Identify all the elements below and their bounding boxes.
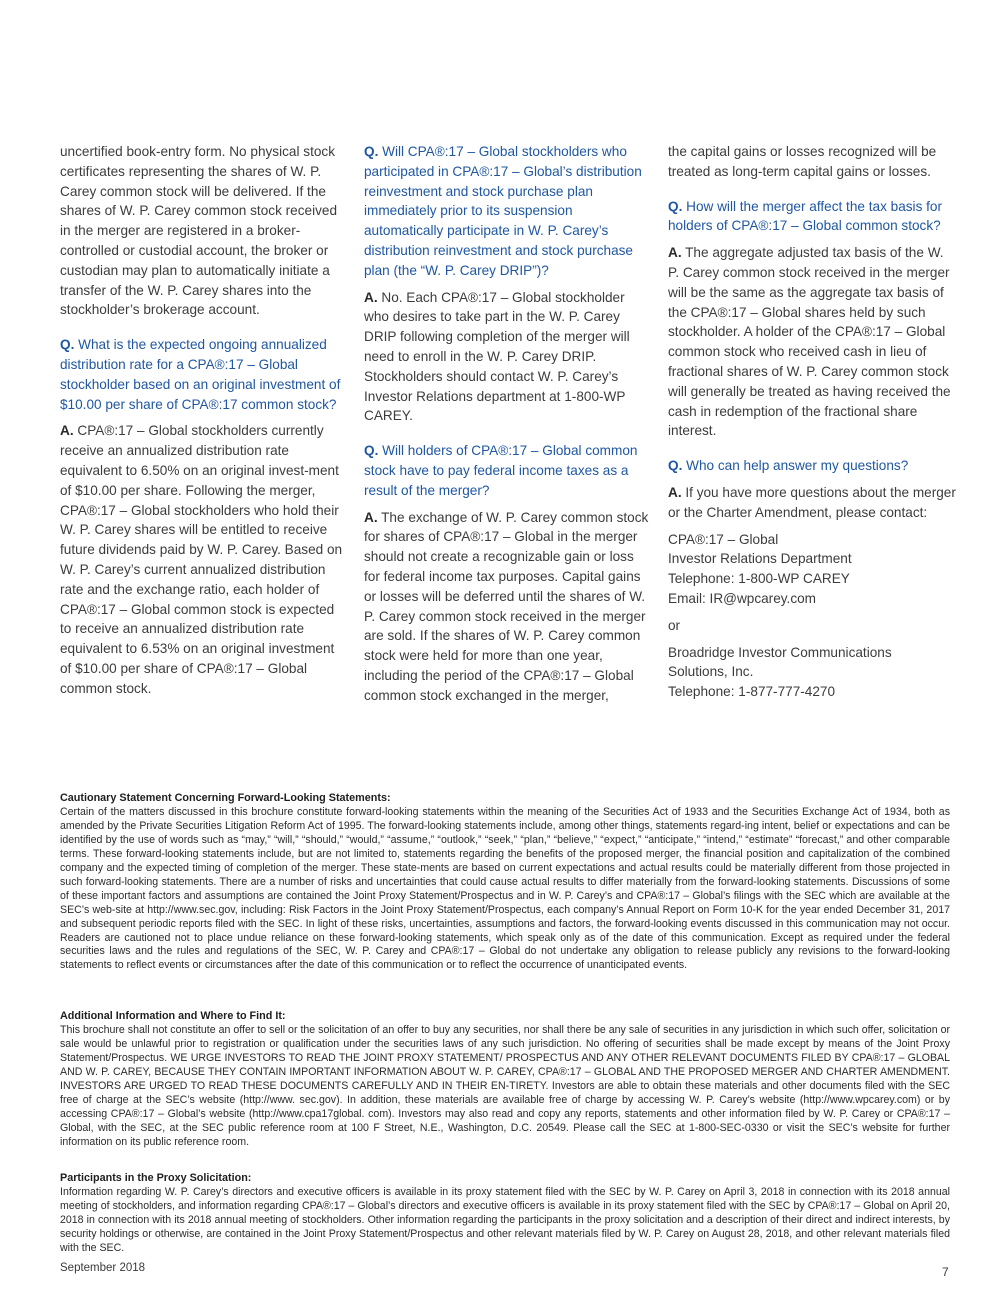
additional-information	[60, 1010, 950, 1150]
question-text: What is the expected ongoing annualized distribution rate for a CPA®:17 – Global stockholder based on an original investment of $10.00 per share of CPA®:17 common stock?	[60, 337, 341, 412]
answer-text: No. Each CPA®:17 – Global stockholder who desires to take part in the W. P. Carey DRIP following completion of the merger will need to enroll in the W. P. Carey DRIP. Stockholders should contact W. P. Carey’s Investor Relations department at 1-800-WP CAREY.	[364, 289, 630, 424]
question-label: Q.	[364, 443, 379, 459]
answer-text: If you have more questions about the merger or the Charter Amendment, please contact:	[668, 484, 956, 520]
answer-label: A.	[364, 509, 378, 525]
section-heading: Cautionary Statement Concerning Forward-Looking Statements:	[60, 792, 391, 804]
answer	[364, 508, 652, 706]
contact-name-continued: Solutions, Inc.	[668, 664, 754, 680]
answer-label: A.	[364, 289, 378, 305]
answer-label: A.	[668, 484, 682, 500]
answer-text: The exchange of W. P. Carey common stock for shares of CPA®:17 – Global in the merger should not create a recognizable gain or loss for federal income tax purposes. Capital gains or losses will be deferred until the shares of W. P. Carey common stock received in the merger are sold. If the shares of W. P. Carey common stock were held for more than one year, including the period of the CPA®:17 – Global common stock exchanged in the merger,	[364, 509, 649, 703]
question-text: How will the merger affect the tax basis for holders of CPA®:17 – Global common stock?	[668, 198, 943, 234]
question-label: Q.	[60, 337, 75, 353]
question-label: Q.	[668, 458, 683, 474]
contact-phone: Telephone: 1-800-WP CAREY	[668, 571, 850, 587]
question	[60, 335, 348, 414]
contact-block-broadridge	[668, 643, 956, 702]
question	[668, 197, 956, 237]
page-number: 7	[942, 1265, 949, 1279]
participants-statement	[60, 1172, 950, 1256]
answer	[668, 243, 956, 441]
contact-name: CPA®:17 – Global	[668, 531, 779, 547]
contact-email[interactable]: Email: IR@wpcarey.com	[668, 590, 817, 606]
question-label: Q.	[364, 144, 379, 159]
answer	[668, 483, 956, 523]
paragraph: uncertified book-entry form. No physical stock certificates representing the shares of W. P. Carey common stock will be delivered. If the shares of W. P. Carey common stock received in the merger are registered in a broker-controlled or custodial account, the broker or custodian may plan to automatically initiate a transfer of the W. P. Carey shares into the stockholder’s brokerage account.	[60, 144, 338, 318]
section-heading: Participants in the Proxy Solicitation:	[60, 1172, 252, 1184]
cautionary-statement	[60, 792, 950, 973]
faq-column-3	[668, 142, 956, 702]
answer	[60, 421, 348, 698]
question	[364, 142, 652, 281]
question	[668, 456, 956, 476]
question-text: Who can help answer my questions?	[686, 458, 909, 474]
section-text: This brochure shall not constitute an offer to sell or the solicitation of an offer to buy any securities, nor shall there be any sale of securities in any jurisdiction in which such offer, solicitation or sale would be unlawful prior to registration or qualification under the securities laws of any such jurisdiction. No offering of securities shall be made except by means of the Joint Proxy Statement/Prospectus. WE URGE INVESTORS TO READ THE JOINT PROXY STATEMENT/ PROSPECTUS AND ANY OTHER RELEVANT DOCUMENTS FILED BY CPA®:17 – GLOBAL AND W. P. CAREY, BECAUSE THEY CONTAIN IMPORTANT INFORMATION ABOUT W. P. CAREY, CPA®:17 – GLOBAL AND THE PROPOSED MERGER AND CHARTER AMENDMENT. INVESTORS ARE URGED TO READ THESE DOCUMENTS CAREFULLY AND IN THEIR EN-TIRETY. Investors are able to obtain these materials and other documents filed with the SEC free of charge at the SEC’s website (http://www. sec.gov). In addition, these materials are available free of charge by accessing W. P. Carey’s website (http://www.wpcarey.com) or by accessing CPA®:17 – Global’s website (http://www.cpa17global. com). Investors may also read and copy any reports, statements and other information filed by W. P. Carey or CPA®:17 – Global, with the SEC, at the SEC public reference room at 100 F Street, N.E., Washington, D.C. 20549. Please call the SEC at 1-800-SEC-0330 or visit the SEC’s website for further information on its public reference room.	[60, 1023, 950, 1148]
section-heading: Additional Information and Where to Find It:	[60, 1010, 286, 1022]
question	[364, 441, 652, 500]
answer	[364, 288, 652, 427]
section-text: Certain of the matters discussed in this brochure constitute forward-looking statements within the meaning of the Securities Act of 1933 and the Securities Exchange Act of 1934, both as amended by the Private Securities Litigation Reform Act of 1995. The forward-looking statements include, among other things, statements regard-ing intent, belief or expectations and can be identified by the use of words such as “may,” “will,” “should,” “would,” “assume,” “outlook,” “seek,” “plan,” “believe,” “expect,” “anticipate,” “intend,” “estimate” “forecast,” and other comparable terms. These forward-looking statements include, but are not limited to, statements regarding the benefits of the proposed merger, the financial position and capitalization of the combined company and the expected timing of completion of the merger. These state-ments are based on current expectations and actual results could be materially different from those projected in such forward-looking statements. There are a number of risks and uncertainties that could cause actual results to differ materially from the forward-looking statements. Discussions of some of these important factors and assumptions are contained the Joint Proxy Statement/Prospectus and in W. P. Carey’s and CPA®:17 – Global’s filings with the SEC which are available at the SEC’s web-site at http://www.sec.gov, including: Risk Factors in the Joint Proxy Statement/Prospectus, each company’s Annual Report on Form 10-K for the year ended December 31, 2017 and subsequent periodic reports filed with the SEC. In light of these risks, uncertainties, assumptions and factors, the forward-looking events discussed in this communication may not occur. Readers are cautioned not to place undue reliance on these forward-looking statements, which speak only as of the date of this communication. Except as required under the federal securities laws and the rules and regulations of the SEC, W. P. Carey and CPA®:17 – Global do not undertake any obligation to release publicly any revisions to the forward-looking statements to reflect events or circumstances after the date of this communication or to reflect the occurrence of unanticipated events.	[60, 805, 950, 972]
section-text: Information regarding W. P. Carey’s directors and executive officers is available in its proxy statement filed with the SEC by W. P. Carey on April 3, 2018 in connection with its 2018 annual meeting of stockholders, and information regarding CPA®:17 – Global’s directors and executive officers is available in its proxy statement filed with the SEC by CPA®:17 – Global on April 20, 2018 in connection with its 2018 annual meeting of stockholders. Other information regarding the participants in the proxy solicitation and a description of their direct and indirect interests, by security holdings or otherwise, are contained in the Joint Proxy Statement/Prospectus and other relevant materials filed by W. P. Carey on August 28, 2018, and other relevant materials filed with the SEC.	[60, 1185, 950, 1254]
footer-date: September 2018	[60, 1262, 146, 1274]
answer-label: A.	[60, 423, 74, 439]
paragraph: the capital gains or losses recognized will be treated as long-term capital gains or losses.	[668, 144, 937, 179]
faq-column-1	[60, 142, 348, 699]
answer-label: A.	[668, 245, 682, 261]
contact-department: Investor Relations Department	[668, 551, 852, 567]
contact-phone: Telephone: 1-877-777-4270	[668, 684, 836, 700]
question-label: Q.	[668, 198, 683, 214]
contact-name: Broadridge Investor Communications	[668, 644, 892, 660]
or-separator: or	[668, 617, 681, 633]
answer-text: The aggregate adjusted tax basis of the W. P. Carey common stock received in the merger will be the same as the aggregate tax basis of the CPA®:17 – Global shares held by such stockholder. A holder of the CPA®:17 – Global common stock who received cash in lieu of fractional shares of W. P. Carey common stock will generally be treated as having received the cash in redemption of the fractional share interest.	[668, 245, 951, 439]
question-text: Will CPA®:17 – Global stockholders who participated in CPA®:17 – Global’s distribution reinvestment and stock purchase plan immediately prior to its suspension automatically participate in W. P. Carey’s distribution reinvestment and stock purchase plan (the “W. P. Carey DRIP”)?	[364, 144, 642, 278]
faq-column-2	[364, 142, 652, 706]
answer-text: CPA®:17 – Global stockholders currently receive an annualized distribution rate equivalent to 6.50% on an original invest-ment of $10.00 per share. Following the merger, CPA®:17 – Global stockholders who hold their W. P. Carey shares will be entitled to receive future dividends paid by W. P. Carey. Based on W. P. Carey’s current annualized distribution rate and the exchange ratio, each holder of CPA®:17 – Global common stock is expected to receive an annualized distribution rate equivalent to 6.53% on an original investment of $10.00 per share of CPA®:17 – Global common stock.	[60, 423, 343, 696]
question-text: Will holders of CPA®:17 – Global common stock have to pay federal income taxes as a result of the merger?	[364, 443, 638, 498]
contact-block-cpa17	[668, 530, 956, 609]
